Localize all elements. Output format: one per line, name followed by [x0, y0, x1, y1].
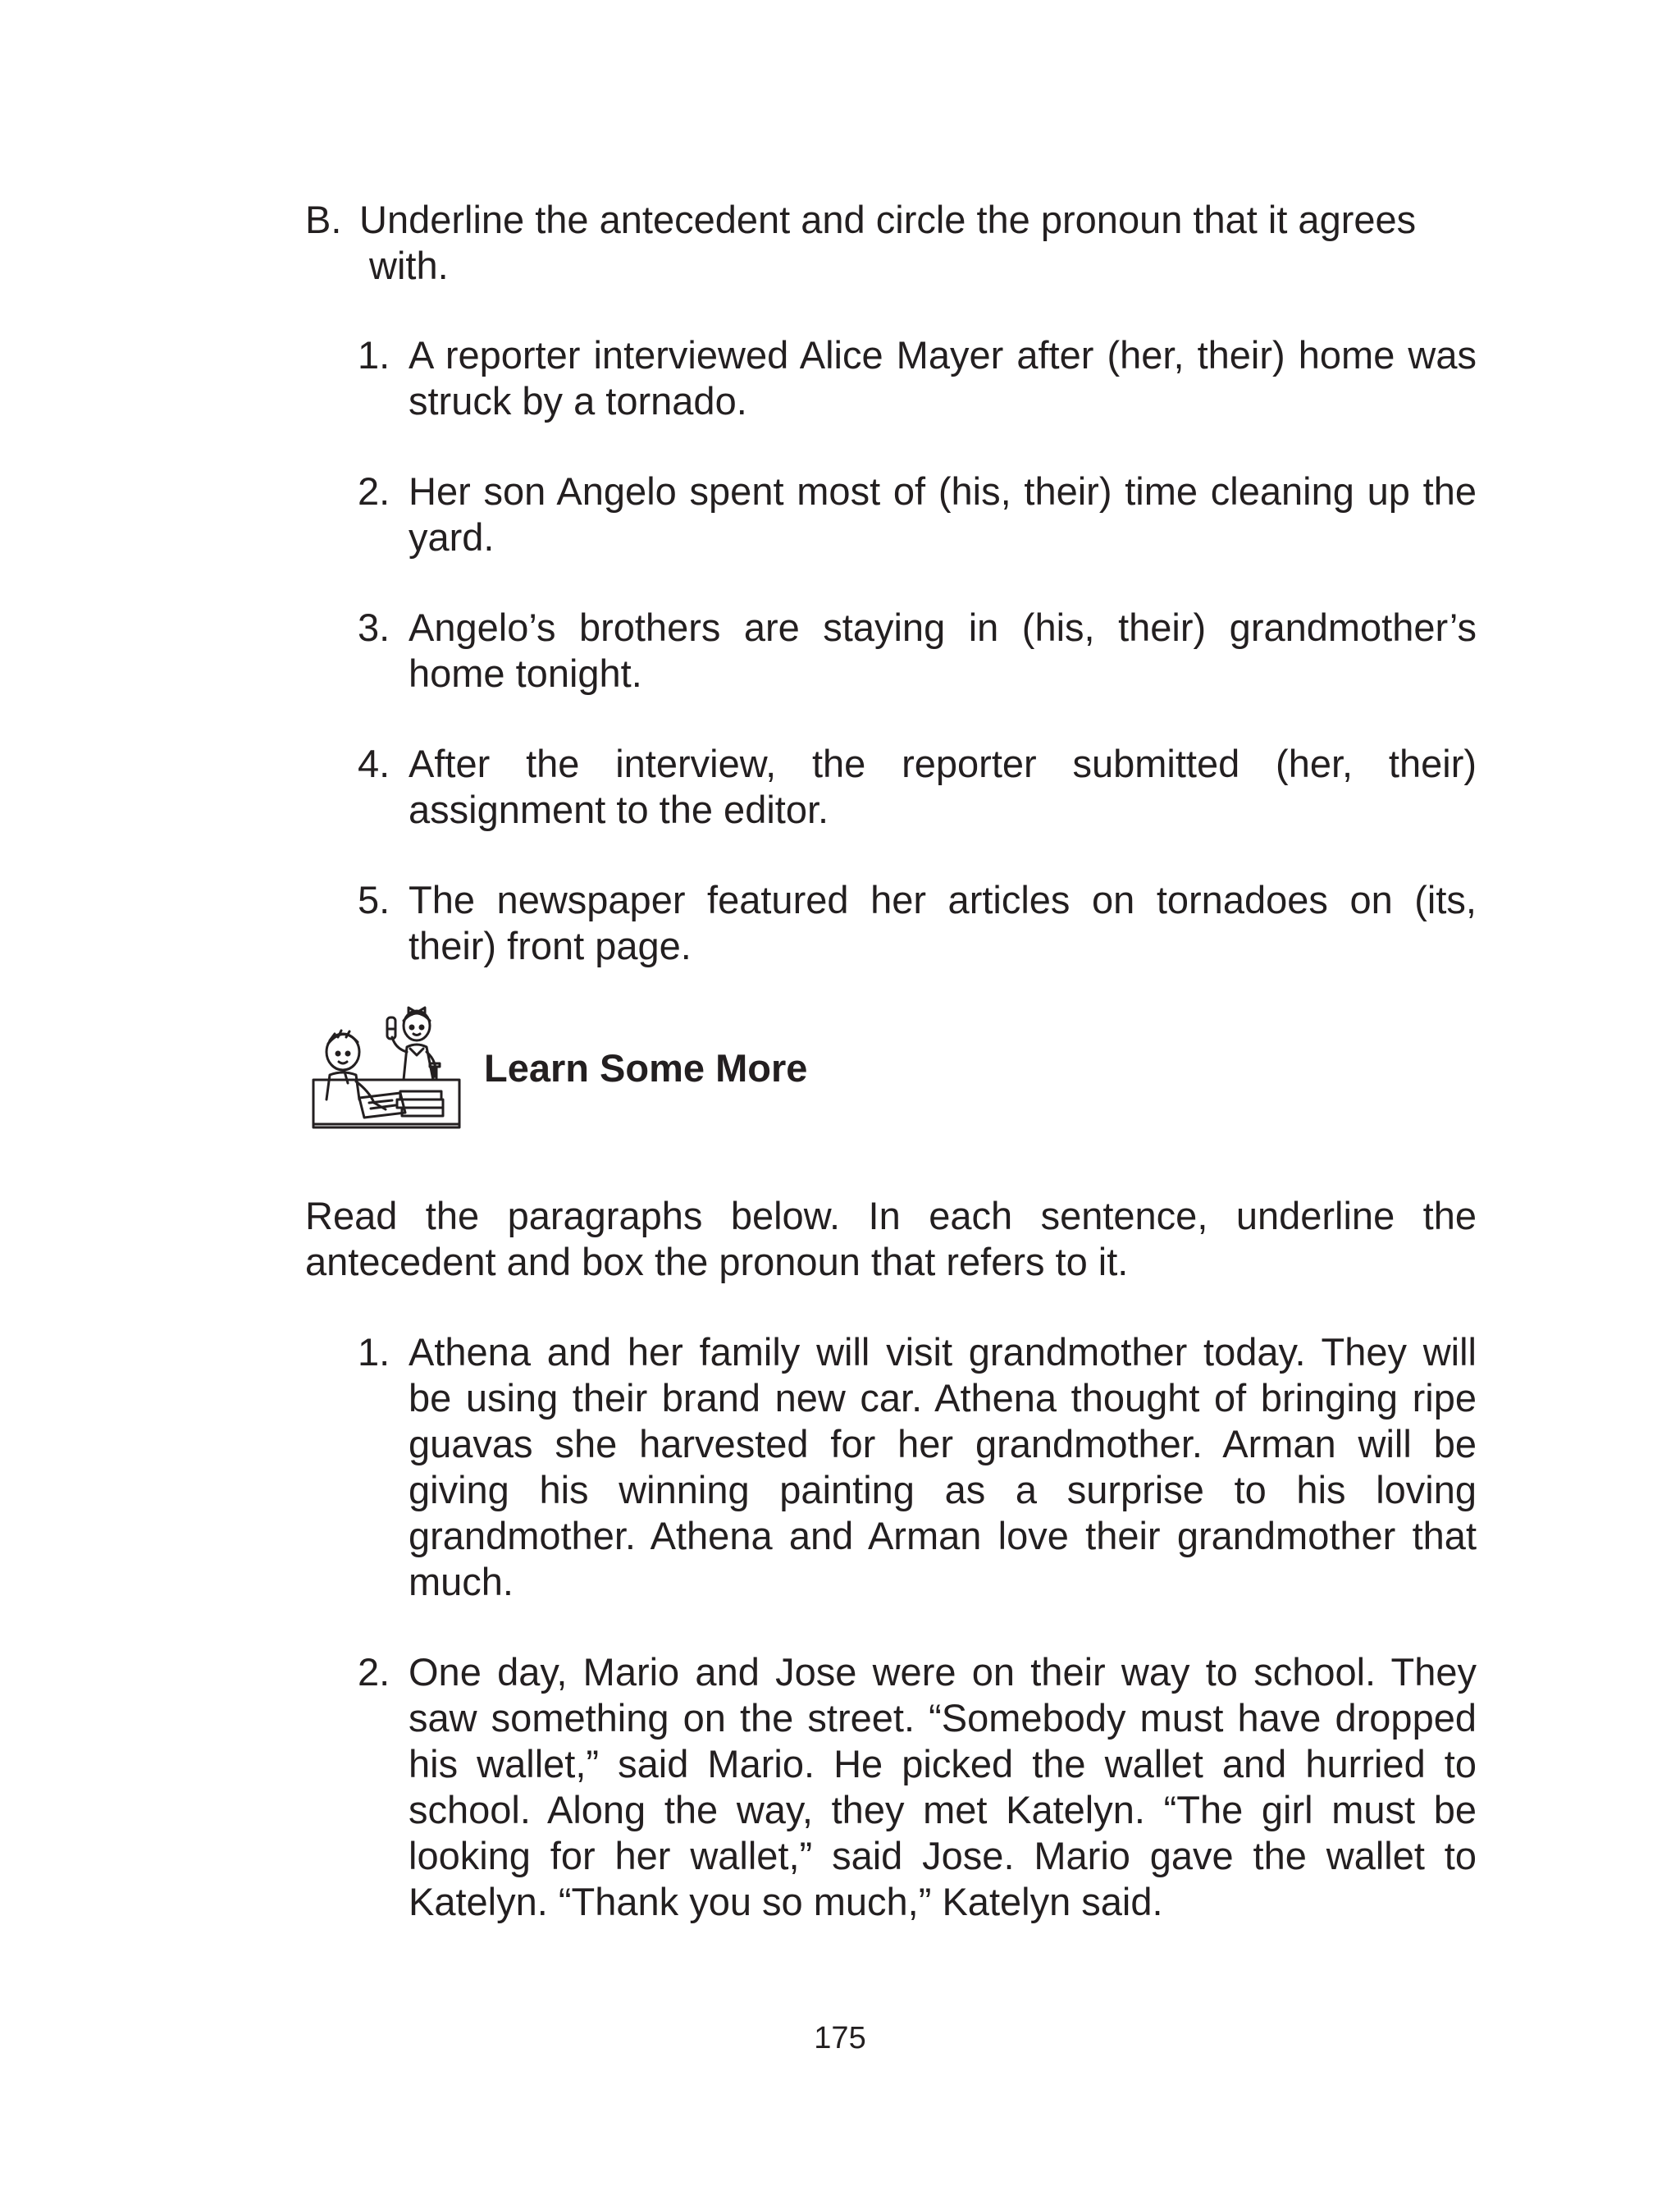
- list-item: [358, 605, 1477, 697]
- item-number: 5.: [358, 878, 390, 921]
- item-text: The newspaper featured her articles on tornadoes on (its, their) front page.: [409, 878, 1477, 967]
- list-item: [358, 332, 1477, 424]
- learn-some-more-header: [310, 1001, 1130, 1141]
- item-text: After the interview, the reporter submitted (her, their) assignment to the editor.: [409, 742, 1477, 831]
- item-text: One day, Mario and Jose were on their way to school. They saw something on the street. “Somebody must have dropped his wallet,” said Mario. He picked the wallet and hurried to school. Along the way, they met Katelyn. “The girl must be looking for her wallet,” said Jose. Mario gave the wallet to Katelyn. “Thank you so much,” Katelyn said.: [409, 1650, 1477, 1923]
- item-text: A reporter interviewed Alice Mayer after (her, their) home was struck by a tornado.: [409, 333, 1477, 423]
- item-text: Angelo’s brothers are staying in (his, their) grandmother’s home tonight.: [409, 606, 1477, 695]
- item-number: 2.: [358, 1650, 390, 1694]
- learn-more-instruction: Read the paragraphs below. In each sentence, underline the antecedent and box the pronoun that refers to it.: [305, 1194, 1477, 1283]
- item-number: 1.: [358, 1330, 390, 1374]
- section-b-list: [358, 332, 1477, 1013]
- list-item: [358, 469, 1477, 560]
- item-number: 4.: [358, 742, 390, 785]
- list-item: [358, 1649, 1477, 1925]
- list-item: [358, 1329, 1477, 1605]
- learn-more-list: [358, 1329, 1477, 1969]
- item-number: 1.: [358, 333, 390, 377]
- section-title: Learn Some More: [484, 1046, 808, 1090]
- children-studying-illustration: [310, 1001, 464, 1132]
- page-number: 175: [814, 2021, 866, 2055]
- item-number: 3.: [358, 606, 390, 649]
- section-b-marker: B.: [305, 198, 342, 241]
- list-item: [358, 741, 1477, 833]
- section-b-instruction-line2: with.: [369, 244, 449, 287]
- item-text: Her son Angelo spent most of (his, their) time cleaning up the yard.: [409, 469, 1477, 559]
- item-text: Athena and her family will visit grandmother today. They will be using their brand new car. Athena thought of bringing ripe guavas she harvested for her grandmother. Arman will be giving his winning painting as a surprise to his loving grandmother. Athena and Arman love their grandmother that much.: [409, 1330, 1477, 1603]
- list-item: [358, 877, 1477, 969]
- item-number: 2.: [358, 469, 390, 513]
- section-b-instruction: [305, 197, 1477, 289]
- section-b-instruction-line1: Underline the antecedent and circle the pronoun that it agrees: [359, 198, 1417, 241]
